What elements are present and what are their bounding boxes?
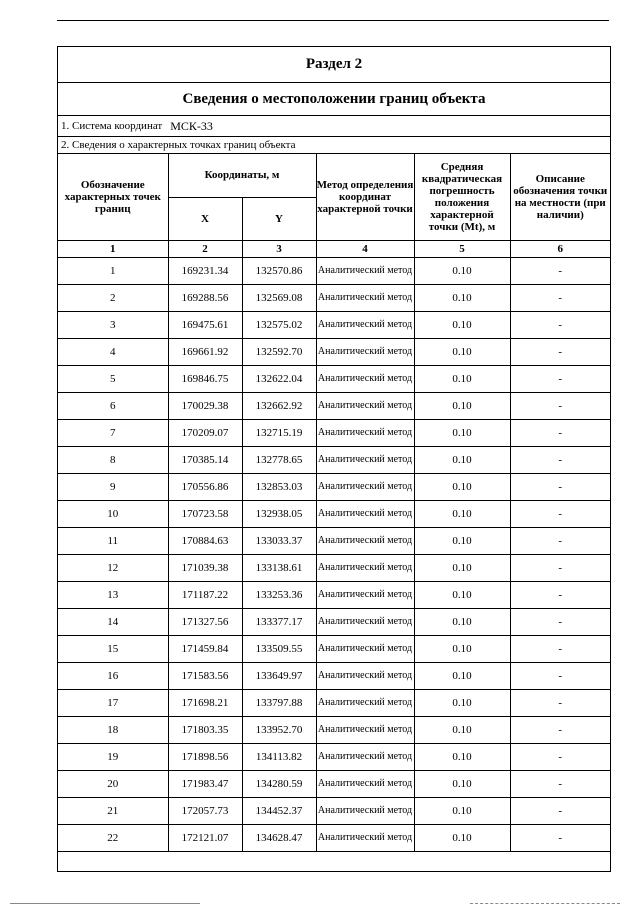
method-cell bbox=[316, 608, 414, 635]
method-cell bbox=[316, 770, 414, 797]
error-cell: 0.10 bbox=[414, 770, 510, 797]
error-cell: 0.10 bbox=[414, 716, 510, 743]
error-cell: 0.10 bbox=[414, 338, 510, 365]
error-cell: 0.10 bbox=[414, 311, 510, 338]
method-text: Аналитический метод bbox=[317, 319, 413, 330]
error-cell: 0.10 bbox=[414, 527, 510, 554]
coord-y-cell: 134628.47 bbox=[242, 824, 316, 851]
error-cell: 0.10 bbox=[414, 284, 510, 311]
method-text: Аналитический метод bbox=[317, 832, 413, 843]
description-cell: - bbox=[510, 824, 610, 851]
table-row bbox=[58, 500, 610, 527]
coord-system-value: МСК-33 bbox=[170, 118, 213, 133]
error-cell: 0.10 bbox=[414, 473, 510, 500]
coord-x-cell: 171039.38 bbox=[168, 554, 242, 581]
coord-y-cell: 134280.59 bbox=[242, 770, 316, 797]
description-cell: - bbox=[510, 608, 610, 635]
method-cell bbox=[316, 554, 414, 581]
table-row bbox=[58, 608, 610, 635]
table-row bbox=[58, 257, 610, 284]
point-number-cell: 18 bbox=[58, 716, 168, 743]
coord-y-cell: 132575.02 bbox=[242, 311, 316, 338]
method-cell bbox=[316, 284, 414, 311]
table-row bbox=[58, 797, 610, 824]
table-row bbox=[58, 527, 610, 554]
coord-x-cell: 171698.21 bbox=[168, 689, 242, 716]
coord-y-cell: 133797.88 bbox=[242, 689, 316, 716]
description-cell: - bbox=[510, 257, 610, 284]
point-number-cell: 13 bbox=[58, 581, 168, 608]
top-divider bbox=[57, 20, 609, 21]
method-cell bbox=[316, 446, 414, 473]
error-cell: 0.10 bbox=[414, 824, 510, 851]
coord-y-cell: 132592.70 bbox=[242, 338, 316, 365]
table-row bbox=[58, 662, 610, 689]
coord-x-cell: 171459.84 bbox=[168, 635, 242, 662]
method-cell bbox=[316, 635, 414, 662]
coord-y-cell: 133377.17 bbox=[242, 608, 316, 635]
table-row bbox=[58, 770, 610, 797]
coord-y-cell: 133253.36 bbox=[242, 581, 316, 608]
header-coordinates: Координаты, м bbox=[168, 154, 316, 197]
point-number-cell: 5 bbox=[58, 365, 168, 392]
coord-y-cell: 132853.03 bbox=[242, 473, 316, 500]
method-text: Аналитический метод bbox=[317, 805, 413, 816]
method-cell bbox=[316, 716, 414, 743]
column-number: 4 bbox=[316, 240, 414, 257]
coord-y-cell: 132778.65 bbox=[242, 446, 316, 473]
header-method: Метод определения координат характерной точки bbox=[316, 154, 414, 240]
method-text: Аналитический метод bbox=[317, 427, 413, 438]
method-cell bbox=[316, 257, 414, 284]
table-row bbox=[58, 446, 610, 473]
method-cell bbox=[316, 689, 414, 716]
method-text: Аналитический метод bbox=[317, 292, 413, 303]
table-row bbox=[58, 635, 610, 662]
coord-y-cell: 132570.86 bbox=[242, 257, 316, 284]
description-cell: - bbox=[510, 473, 610, 500]
method-text: Аналитический метод bbox=[317, 454, 413, 465]
method-cell bbox=[316, 824, 414, 851]
error-cell: 0.10 bbox=[414, 689, 510, 716]
coord-x-cell: 170029.38 bbox=[168, 392, 242, 419]
method-text: Аналитический метод bbox=[317, 481, 413, 492]
description-cell: - bbox=[510, 554, 610, 581]
table-row bbox=[58, 554, 610, 581]
coord-x-cell: 170209.07 bbox=[168, 419, 242, 446]
method-text: Аналитический метод bbox=[317, 508, 413, 519]
header-designation: Обозначение характерных точек границ bbox=[58, 154, 168, 240]
description-cell: - bbox=[510, 527, 610, 554]
coord-y-cell: 134113.82 bbox=[242, 743, 316, 770]
coord-x-cell: 170385.14 bbox=[168, 446, 242, 473]
description-cell: - bbox=[510, 770, 610, 797]
table-row bbox=[58, 716, 610, 743]
header-error: Средняя квадратическая погрешность положения характерной точки (Mt), м bbox=[414, 154, 510, 240]
method-text: Аналитический метод bbox=[317, 616, 413, 627]
description-cell: - bbox=[510, 689, 610, 716]
method-cell bbox=[316, 473, 414, 500]
coord-x-cell: 171803.35 bbox=[168, 716, 242, 743]
error-cell: 0.10 bbox=[414, 554, 510, 581]
error-cell: 0.10 bbox=[414, 662, 510, 689]
coord-y-cell: 132569.08 bbox=[242, 284, 316, 311]
table-row bbox=[58, 365, 610, 392]
table-row bbox=[58, 392, 610, 419]
coord-y-cell: 133509.55 bbox=[242, 635, 316, 662]
method-cell bbox=[316, 311, 414, 338]
method-cell bbox=[316, 797, 414, 824]
method-cell bbox=[316, 392, 414, 419]
method-cell bbox=[316, 338, 414, 365]
table-row bbox=[58, 419, 610, 446]
error-cell: 0.10 bbox=[414, 257, 510, 284]
method-cell bbox=[316, 365, 414, 392]
coord-x-cell: 169661.92 bbox=[168, 338, 242, 365]
table-row bbox=[58, 284, 610, 311]
coord-x-cell: 170556.86 bbox=[168, 473, 242, 500]
table-row bbox=[58, 581, 610, 608]
column-number: 2 bbox=[168, 240, 242, 257]
method-cell bbox=[316, 743, 414, 770]
coord-system-line bbox=[58, 116, 610, 137]
method-cell bbox=[316, 419, 414, 446]
header-y: Y bbox=[242, 197, 316, 240]
description-cell: - bbox=[510, 743, 610, 770]
coord-y-cell: 133033.37 bbox=[242, 527, 316, 554]
description-cell: - bbox=[510, 662, 610, 689]
point-number-cell: 15 bbox=[58, 635, 168, 662]
table-row bbox=[58, 743, 610, 770]
column-number: 5 bbox=[414, 240, 510, 257]
error-cell: 0.10 bbox=[414, 581, 510, 608]
point-number-cell: 14 bbox=[58, 608, 168, 635]
coord-x-cell: 171898.56 bbox=[168, 743, 242, 770]
point-number-cell: 19 bbox=[58, 743, 168, 770]
coord-y-cell: 132938.05 bbox=[242, 500, 316, 527]
description-cell: - bbox=[510, 797, 610, 824]
coord-y-cell: 134452.37 bbox=[242, 797, 316, 824]
description-cell: - bbox=[510, 284, 610, 311]
footer-line-left bbox=[10, 903, 200, 904]
point-number-cell: 9 bbox=[58, 473, 168, 500]
header-description: Описание обозначения точки на местности (при наличии) bbox=[510, 154, 610, 240]
description-cell: - bbox=[510, 446, 610, 473]
coord-x-cell: 169231.34 bbox=[168, 257, 242, 284]
description-cell: - bbox=[510, 338, 610, 365]
coord-y-cell: 133138.61 bbox=[242, 554, 316, 581]
coord-x-cell: 169846.75 bbox=[168, 365, 242, 392]
coord-system-label: 1. Система координат bbox=[61, 120, 163, 132]
table-row bbox=[58, 824, 610, 851]
method-text: Аналитический метод bbox=[317, 751, 413, 762]
method-text: Аналитический метод bbox=[317, 589, 413, 600]
error-cell: 0.10 bbox=[414, 392, 510, 419]
method-cell bbox=[316, 500, 414, 527]
point-number-cell: 22 bbox=[58, 824, 168, 851]
coord-y-cell: 132622.04 bbox=[242, 365, 316, 392]
point-number-cell: 17 bbox=[58, 689, 168, 716]
error-cell: 0.10 bbox=[414, 635, 510, 662]
table-row bbox=[58, 473, 610, 500]
point-number-cell: 16 bbox=[58, 662, 168, 689]
method-text: Аналитический метод bbox=[317, 670, 413, 681]
coord-y-cell: 132662.92 bbox=[242, 392, 316, 419]
method-text: Аналитический метод bbox=[317, 346, 413, 357]
points-label: 2. Сведения о характерных точках границ объекта bbox=[58, 137, 610, 154]
point-number-cell: 10 bbox=[58, 500, 168, 527]
point-number-cell: 12 bbox=[58, 554, 168, 581]
method-text: Аналитический метод bbox=[317, 562, 413, 573]
document-frame bbox=[57, 46, 611, 872]
point-number-cell: 7 bbox=[58, 419, 168, 446]
point-number-cell: 20 bbox=[58, 770, 168, 797]
method-text: Аналитический метод bbox=[317, 265, 413, 276]
table-row bbox=[58, 338, 610, 365]
coord-y-cell: 133952.70 bbox=[242, 716, 316, 743]
description-cell: - bbox=[510, 500, 610, 527]
coord-y-cell: 133649.97 bbox=[242, 662, 316, 689]
coord-x-cell: 171583.56 bbox=[168, 662, 242, 689]
error-cell: 0.10 bbox=[414, 419, 510, 446]
description-cell: - bbox=[510, 311, 610, 338]
table-row bbox=[58, 689, 610, 716]
coord-x-cell: 169475.61 bbox=[168, 311, 242, 338]
point-number-cell: 2 bbox=[58, 284, 168, 311]
points-table bbox=[58, 154, 610, 852]
method-text: Аналитический метод bbox=[317, 778, 413, 789]
error-cell: 0.10 bbox=[414, 446, 510, 473]
error-cell: 0.10 bbox=[414, 500, 510, 527]
coord-x-cell: 171327.56 bbox=[168, 608, 242, 635]
coord-x-cell: 171187.22 bbox=[168, 581, 242, 608]
method-text: Аналитический метод bbox=[317, 400, 413, 411]
method-text: Аналитический метод bbox=[317, 697, 413, 708]
method-text: Аналитический метод bbox=[317, 373, 413, 384]
coord-x-cell: 172057.73 bbox=[168, 797, 242, 824]
point-number-cell: 3 bbox=[58, 311, 168, 338]
error-cell: 0.10 bbox=[414, 365, 510, 392]
method-text: Аналитический метод bbox=[317, 724, 413, 735]
error-cell: 0.10 bbox=[414, 608, 510, 635]
method-text: Аналитический метод bbox=[317, 535, 413, 546]
description-cell: - bbox=[510, 365, 610, 392]
description-cell: - bbox=[510, 419, 610, 446]
description-cell: - bbox=[510, 581, 610, 608]
point-number-cell: 21 bbox=[58, 797, 168, 824]
coord-x-cell: 172121.07 bbox=[168, 824, 242, 851]
column-number: 6 bbox=[510, 240, 610, 257]
method-cell bbox=[316, 527, 414, 554]
point-number-cell: 6 bbox=[58, 392, 168, 419]
coord-x-cell: 170723.58 bbox=[168, 500, 242, 527]
coord-y-cell: 132715.19 bbox=[242, 419, 316, 446]
point-number-cell: 8 bbox=[58, 446, 168, 473]
point-number-cell: 4 bbox=[58, 338, 168, 365]
header-x: X bbox=[168, 197, 242, 240]
error-cell: 0.10 bbox=[414, 797, 510, 824]
description-cell: - bbox=[510, 635, 610, 662]
column-number: 3 bbox=[242, 240, 316, 257]
column-number: 1 bbox=[58, 240, 168, 257]
method-cell bbox=[316, 581, 414, 608]
description-cell: - bbox=[510, 392, 610, 419]
method-text: Аналитический метод bbox=[317, 643, 413, 654]
table-row bbox=[58, 311, 610, 338]
section-title: Раздел 2 bbox=[58, 47, 610, 83]
description-cell: - bbox=[510, 716, 610, 743]
coord-x-cell: 170884.63 bbox=[168, 527, 242, 554]
footer-line-right bbox=[470, 903, 620, 904]
coord-x-cell: 171983.47 bbox=[168, 770, 242, 797]
point-number-cell: 1 bbox=[58, 257, 168, 284]
error-cell: 0.10 bbox=[414, 743, 510, 770]
point-number-cell: 11 bbox=[58, 527, 168, 554]
coord-x-cell: 169288.56 bbox=[168, 284, 242, 311]
method-cell bbox=[316, 662, 414, 689]
section-subtitle: Сведения о местоположении границ объекта bbox=[58, 83, 610, 116]
